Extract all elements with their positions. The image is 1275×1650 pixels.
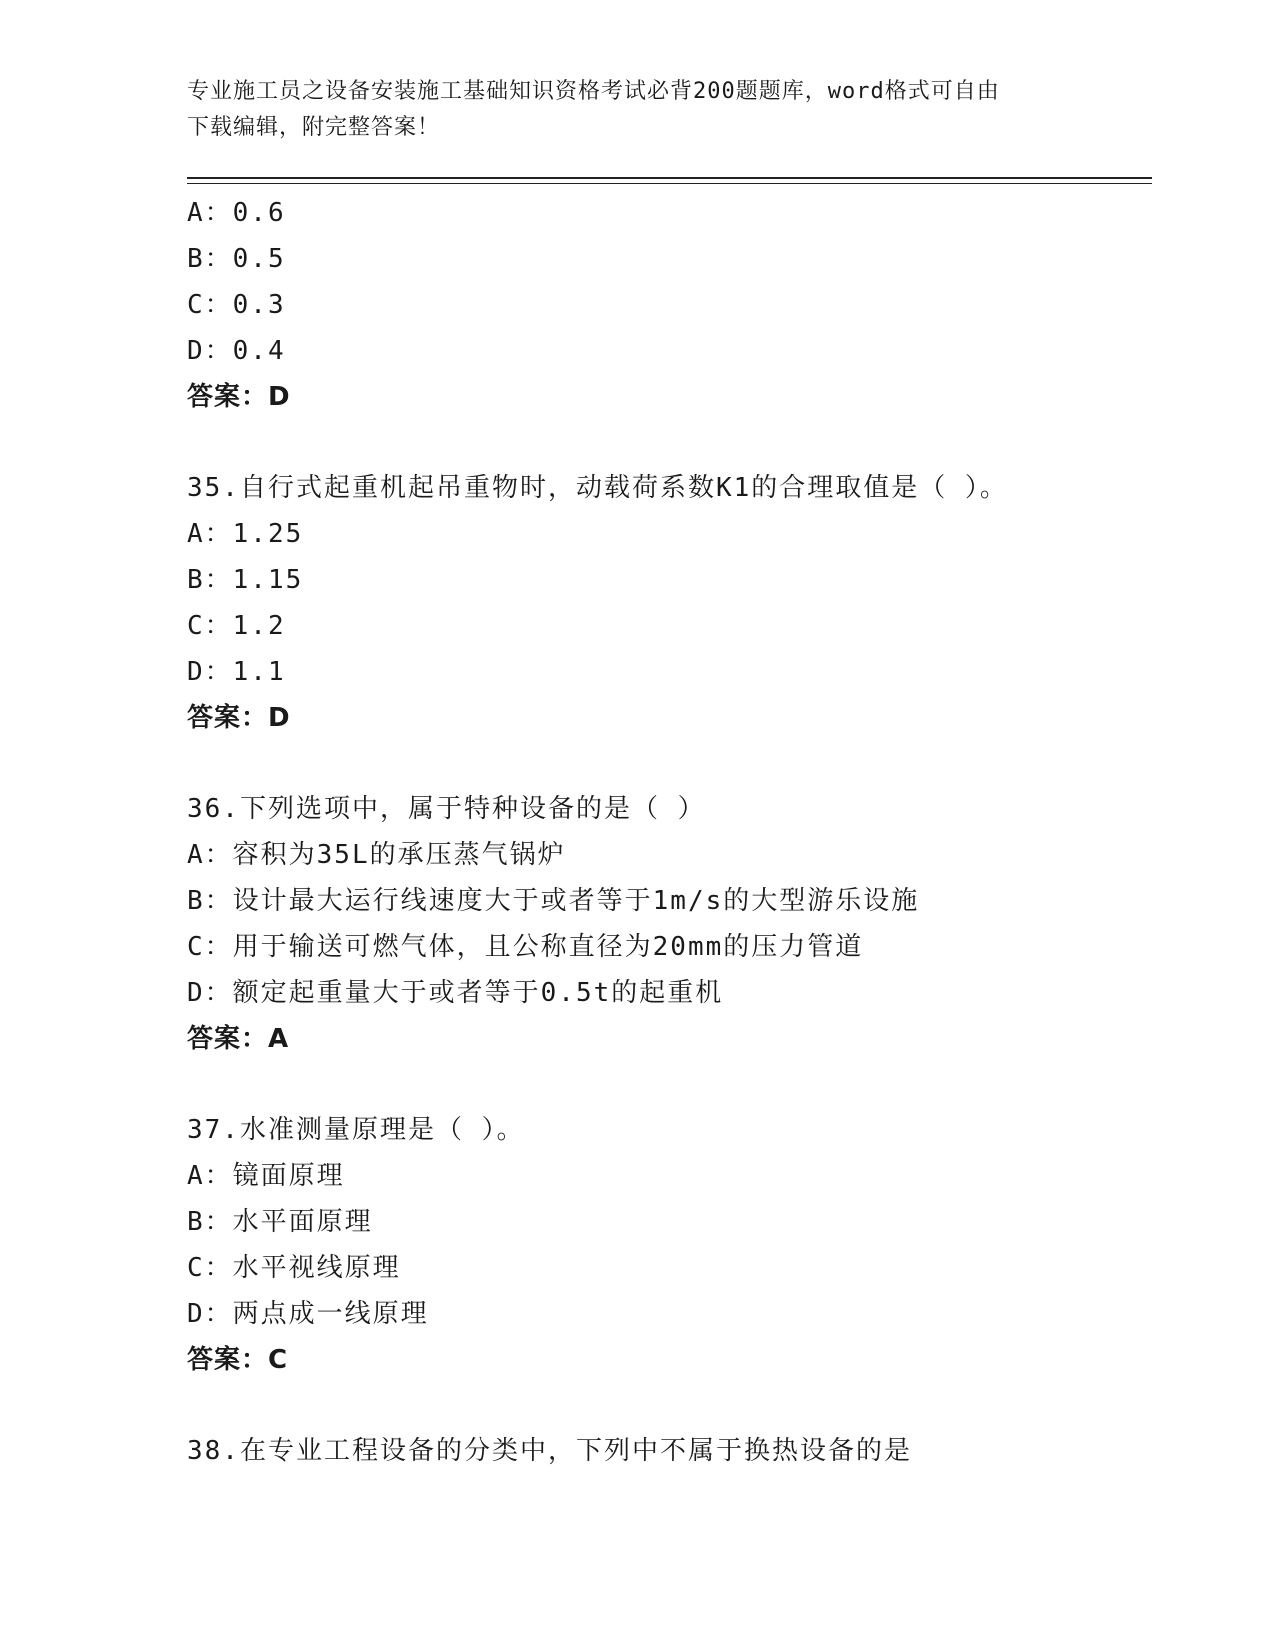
option-a: A：0.6: [187, 198, 286, 228]
option-c: C：1.2: [187, 611, 286, 641]
question-list: [187, 190, 1147, 1474]
answer: 答案：D: [187, 382, 291, 412]
option-d: D：两点成一线原理: [187, 1299, 429, 1329]
question-35: [187, 465, 1147, 741]
option-d: D：0.4: [187, 336, 286, 366]
question-text: 36.下列选项中，属于特种设备的是（ ）: [187, 794, 706, 824]
header-divider: [187, 177, 1152, 184]
option-b: B：0.5: [187, 244, 286, 274]
question-text: 38.在专业工程设备的分类中，下列中不属于换热设备的是: [187, 1436, 912, 1466]
document-header: [187, 74, 1087, 146]
option-a: A：容积为35L的承压蒸气锅炉: [187, 840, 566, 870]
answer: 答案：A: [187, 1024, 290, 1054]
question-38: [187, 1428, 1147, 1474]
option-c: C：0.3: [187, 290, 286, 320]
answer: 答案：D: [187, 703, 291, 733]
question-34: [187, 190, 1147, 420]
option-a: A：镜面原理: [187, 1161, 345, 1191]
question-36: [187, 786, 1147, 1062]
header-line-2: 下载编辑，附完整答案！: [187, 115, 441, 140]
header-line-1: 专业施工员之设备安装施工基础知识资格考试必背200题题库，word格式可自由: [187, 79, 1000, 104]
option-b: B：1.15: [187, 565, 304, 595]
option-d: D：1.1: [187, 657, 286, 687]
option-b: B：设计最大运行线速度大于或者等于1m/s的大型游乐设施: [187, 886, 920, 916]
option-d: D：额定起重量大于或者等于0.5t的起重机: [187, 978, 724, 1008]
option-c: C：用于输送可燃气体，且公称直径为20mm的压力管道: [187, 932, 864, 962]
option-b: B：水平面原理: [187, 1207, 373, 1237]
option-a: A：1.25: [187, 519, 304, 549]
answer: 答案：C: [187, 1345, 289, 1375]
question-37: [187, 1107, 1147, 1383]
question-text: 37.水准测量原理是（ ）。: [187, 1115, 525, 1145]
question-text: 35.自行式起重机起吊重物时，动载荷系数K1的合理取值是（ ）。: [187, 473, 1008, 503]
option-c: C：水平视线原理: [187, 1253, 401, 1283]
